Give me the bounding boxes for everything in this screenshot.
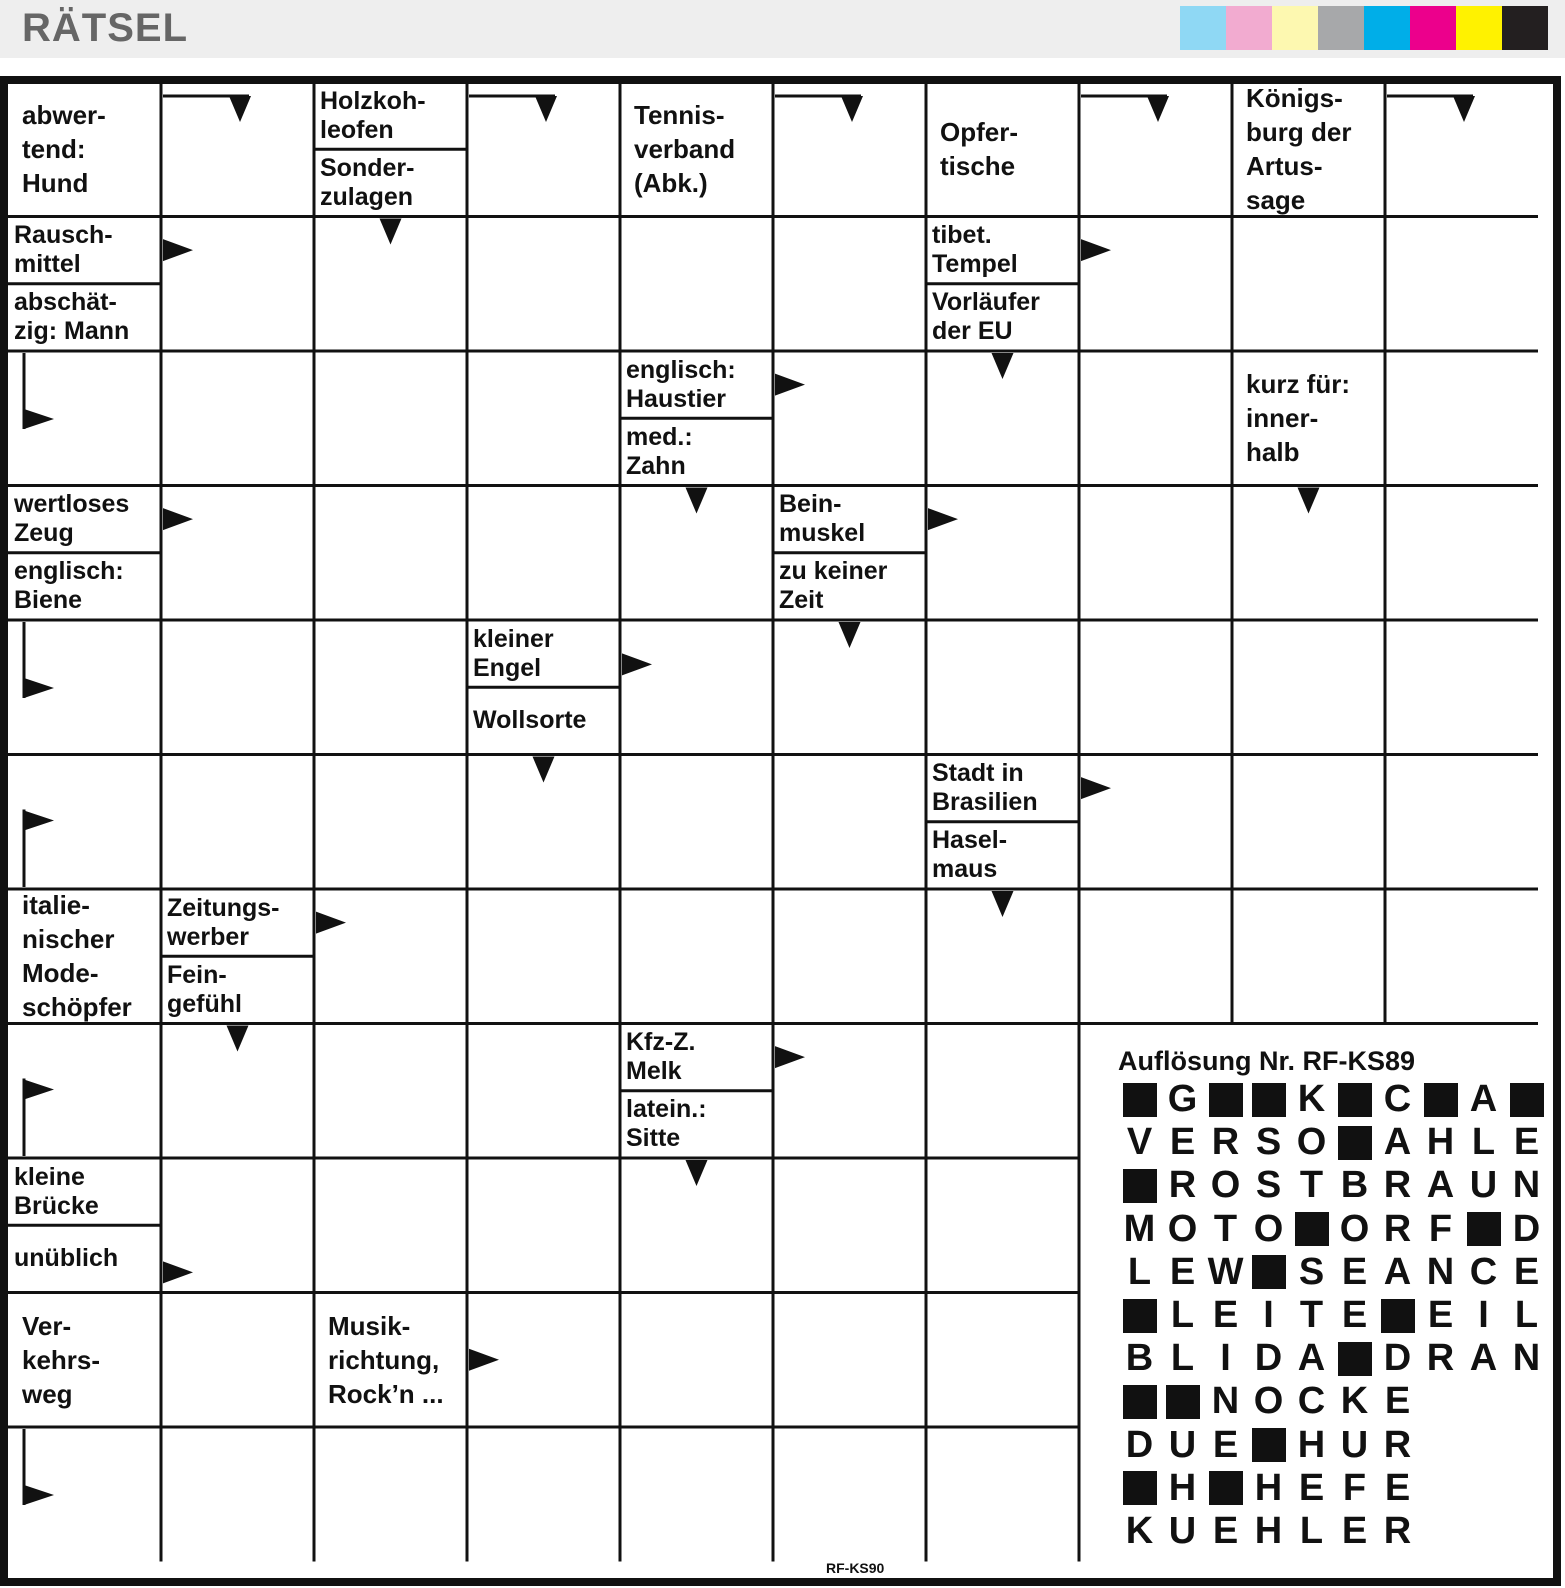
clue-text: med.: Zahn (626, 422, 693, 480)
clue-arrow-icon (469, 96, 557, 122)
solution-letter: T (1299, 1294, 1324, 1336)
solution-letter: K (1340, 1380, 1369, 1423)
solution-letter: R (1426, 1337, 1455, 1380)
solution-letter: R (1383, 1510, 1412, 1552)
solution-letter: G (1167, 1078, 1198, 1120)
clue-arrow-icon (163, 1261, 193, 1283)
solution-letter: O (1253, 1380, 1284, 1423)
solution-letter: O (1339, 1207, 1370, 1250)
solution-black-square (1462, 1208, 1505, 1251)
solution-letter: E (1212, 1294, 1239, 1336)
solution-letter: K (1125, 1510, 1154, 1552)
clue-arrow-icon (533, 757, 555, 783)
solution-letter: B (1125, 1337, 1154, 1380)
solution-letter: D (1254, 1337, 1283, 1380)
solution-letter: E (1513, 1121, 1540, 1164)
clue-text: Rausch- mittel (14, 221, 113, 279)
clue-arrow-icon (24, 353, 54, 429)
solution-letter: E (1169, 1250, 1196, 1293)
clue-arrow-icon (316, 912, 346, 934)
clue-arrow-icon (24, 810, 54, 888)
solution-letter: E (1427, 1294, 1454, 1336)
page-title: RÄTSEL (22, 6, 188, 50)
clue-text: zu keiner Zeit (779, 557, 888, 615)
solution-letter: S (1255, 1121, 1282, 1164)
solution-row (1118, 1121, 1548, 1164)
clue-text: kleiner Engel (473, 624, 554, 682)
clue-arrow-icon (163, 508, 193, 530)
solution-letter: A (1469, 1078, 1498, 1120)
solution-letter: E (1341, 1510, 1368, 1552)
clue-arrow-icon (1298, 488, 1320, 514)
solution-letter: U (1168, 1423, 1197, 1466)
clue-arrow-icon (1081, 239, 1111, 261)
solution-black-square (1204, 1078, 1247, 1121)
clue-text: Ver- kehrs- weg (22, 1310, 101, 1409)
clue-text: tibet. Tempel (932, 221, 1018, 279)
solution-letter: E (1384, 1466, 1411, 1509)
clue-text: wertloses Zeug (14, 490, 130, 548)
clue-arrow-icon (24, 622, 54, 698)
clue-text: Bein- muskel (779, 490, 866, 548)
solution-letter: A (1297, 1337, 1326, 1380)
solution-letter: A (1426, 1164, 1455, 1207)
clue-text: Musik- richtung, Rock’n ... (328, 1310, 444, 1409)
clue-text: Hasel- maus (932, 826, 1008, 884)
clue-text: italie- nischer Mode- schöpfer (22, 890, 132, 1023)
solution-letter: K (1297, 1078, 1326, 1120)
solution-letter: A (1383, 1121, 1412, 1164)
solution-black-square (1505, 1078, 1548, 1121)
solution-letter: C (1469, 1250, 1498, 1293)
solution-black-square (1118, 1078, 1161, 1121)
clue-text: kurz für: inner- halb (1246, 369, 1350, 468)
solution-letter: U (1168, 1510, 1197, 1552)
solution-row (1118, 1424, 1419, 1467)
solution-letter: T (1213, 1207, 1238, 1250)
solution-letter: L (1514, 1294, 1539, 1336)
solution-letter: U (1469, 1164, 1498, 1207)
solution-letter: S (1298, 1250, 1325, 1293)
solution-row (1118, 1467, 1419, 1510)
clue-text: Holzkoh- leofen (320, 86, 426, 144)
solution-letter: D (1512, 1207, 1541, 1250)
clue-arrow-icon (163, 239, 193, 261)
solution-letter: O (1210, 1164, 1241, 1207)
solution-letter: L (1127, 1250, 1152, 1293)
clue-text: kleine Brücke (14, 1162, 99, 1220)
solution-black-square (1118, 1380, 1161, 1423)
solution-letter: R (1211, 1121, 1240, 1164)
solution-letter: R (1383, 1423, 1412, 1466)
solution-row (1118, 1208, 1548, 1251)
solution-black-square (1247, 1078, 1290, 1121)
solution-letter: F (1428, 1207, 1453, 1250)
clue-text: Tennis- verband (Abk.) (634, 100, 736, 199)
solution-letter: S (1255, 1164, 1282, 1207)
solution-letter: B (1340, 1164, 1369, 1207)
solution-letter: E (1384, 1380, 1411, 1423)
clue-arrow-icon (380, 219, 402, 245)
solution-letter: E (1341, 1294, 1368, 1336)
solution-letter: E (1212, 1423, 1239, 1466)
clue-arrow-icon (992, 353, 1014, 379)
clue-text: Kfz-Z. Melk (626, 1028, 696, 1086)
solution-letter: U (1340, 1423, 1369, 1466)
clue-arrow-icon (839, 622, 861, 648)
solution-letter: H (1297, 1423, 1326, 1466)
clue-arrow-icon (775, 1046, 805, 1068)
solution-letter: M (1123, 1207, 1156, 1250)
puzzle-code: RF-KS90 (826, 1560, 885, 1576)
solution-letter: L (1170, 1294, 1195, 1336)
solution-letter: W (1207, 1250, 1244, 1293)
clue-text: Wollsorte (473, 706, 587, 735)
solution-letter: N (1211, 1380, 1240, 1423)
solution-letter: F (1342, 1466, 1367, 1509)
solution-letter: I (1478, 1294, 1489, 1336)
solution-letter: A (1383, 1250, 1412, 1293)
clue-text: Sonder- zulagen (320, 153, 415, 211)
solution-row (1118, 1510, 1419, 1553)
solution-letter: E (1298, 1466, 1325, 1509)
clue-arrow-icon (24, 1429, 54, 1505)
clue-text: Fein- gefühl (167, 960, 242, 1018)
clue-arrow-icon (928, 508, 958, 530)
clue-arrow-icon (163, 96, 251, 122)
clue-text: unüblich (14, 1244, 119, 1273)
clue-arrow-icon (622, 653, 652, 675)
solution-letter: O (1253, 1207, 1284, 1250)
solution-letter: R (1383, 1164, 1412, 1207)
solution-black-square (1419, 1078, 1462, 1121)
solution-black-square (1376, 1294, 1419, 1337)
clue-arrow-icon (227, 1026, 249, 1052)
solution-row (1118, 1078, 1548, 1121)
solution-letter: D (1383, 1337, 1412, 1380)
solution-black-square (1204, 1467, 1247, 1510)
solution-letter: N (1512, 1164, 1541, 1207)
clue-text: Zeitungs- werber (167, 893, 280, 951)
clue-text: Opfer- tische (940, 117, 1018, 182)
solution-letter: H (1254, 1466, 1283, 1509)
solution-black-square (1247, 1251, 1290, 1294)
solution-black-square (1333, 1121, 1376, 1164)
solution-letter: E (1169, 1121, 1196, 1164)
clue-arrow-icon (992, 891, 1014, 917)
solution-letter: O (1296, 1121, 1327, 1164)
solution-row (1118, 1294, 1548, 1337)
clue-arrow-icon (775, 96, 863, 122)
solution-letter: R (1383, 1207, 1412, 1250)
solution-letter: C (1383, 1078, 1412, 1120)
solution-letter: R (1168, 1164, 1197, 1207)
solution-black-square (1333, 1078, 1376, 1121)
solution-black-square (1247, 1424, 1290, 1467)
solution-row (1118, 1337, 1548, 1380)
clue-arrow-icon (1081, 96, 1169, 122)
clue-text: abschät- zig: Mann (14, 288, 130, 346)
clue-arrow-icon (24, 1079, 54, 1157)
solution-black-square (1161, 1380, 1204, 1423)
clue-text: Stadt in Brasilien (932, 759, 1038, 817)
clue-text: abwer- tend: Hund (22, 100, 106, 199)
clue-arrow-icon (686, 1160, 708, 1186)
solution-row (1118, 1164, 1548, 1207)
solution-row (1118, 1380, 1419, 1423)
solution-letter: V (1126, 1121, 1153, 1164)
solution-letter: A (1469, 1337, 1498, 1380)
solution-letter: N (1512, 1337, 1541, 1380)
solution-letter: N (1426, 1250, 1455, 1293)
solution-black-square (1118, 1294, 1161, 1337)
clue-arrow-icon (775, 374, 805, 396)
solution-black-square (1333, 1337, 1376, 1380)
solution-letter: L (1170, 1337, 1195, 1380)
solution-letter: O (1167, 1207, 1198, 1250)
clue-arrow-icon (469, 1349, 499, 1371)
solution-letter: I (1220, 1337, 1231, 1380)
solution-letter: H (1426, 1121, 1455, 1164)
solution-title: Auflösung Nr. RF-KS89 (1118, 1046, 1416, 1076)
clue-arrow-icon (1081, 777, 1111, 799)
clue-arrow-icon (1387, 96, 1475, 122)
solution-letter: H (1254, 1510, 1283, 1552)
solution-letter: H (1168, 1466, 1197, 1509)
solution-letter: D (1125, 1423, 1154, 1466)
clue-text: englisch: Biene (14, 557, 124, 615)
clue-text: Königs- burg der Artus- sage (1246, 83, 1352, 216)
clue-text: Vorläufer der EU (932, 288, 1040, 346)
solution-letter: I (1263, 1294, 1274, 1336)
solution-letter: E (1212, 1510, 1239, 1552)
solution-row (1118, 1251, 1548, 1294)
clue-arrow-icon (686, 488, 708, 514)
solution-letter: L (1471, 1121, 1496, 1164)
solution-letter: L (1299, 1510, 1324, 1552)
clue-text: englisch: Haustier (626, 355, 736, 413)
solution-letter: C (1297, 1380, 1326, 1423)
solution-letter: T (1299, 1164, 1324, 1207)
solution-black-square (1118, 1467, 1161, 1510)
clue-text: latein.: Sitte (626, 1095, 707, 1153)
solution-black-square (1118, 1164, 1161, 1207)
solution-black-square (1290, 1208, 1333, 1251)
solution-letter: E (1513, 1250, 1540, 1293)
solution-letter: E (1341, 1250, 1368, 1293)
